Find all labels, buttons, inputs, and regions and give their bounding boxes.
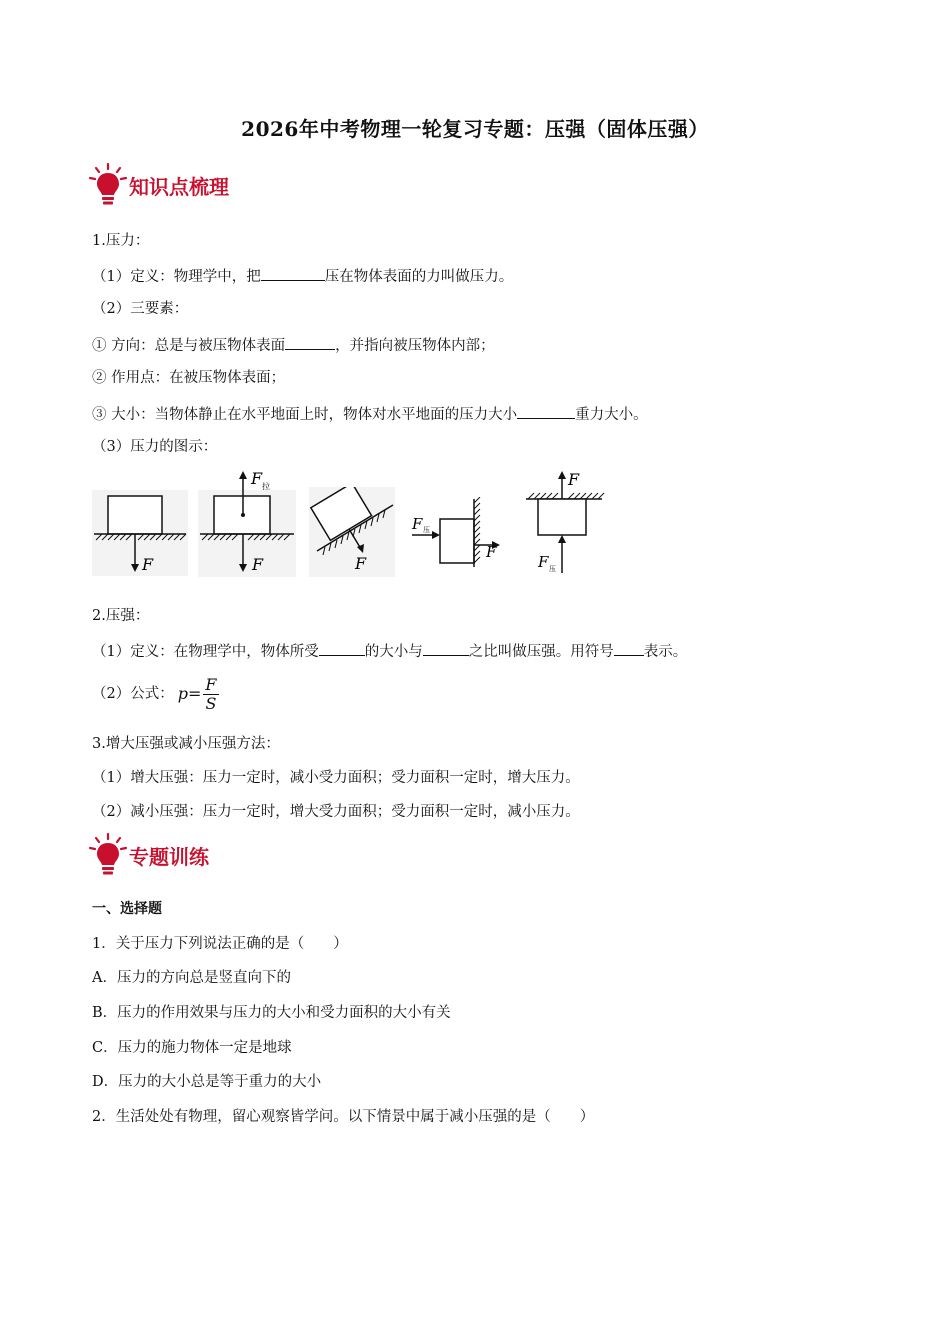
formula-line: （2）公式： p= $\frac{F}{S}$	[92, 674, 217, 713]
question-2: 2．生活处处有物理，留心观察皆学问。以下情景中属于减小压强的是（ ）	[92, 1109, 595, 1125]
question-1: 1．关于压力下列说法正确的是（ ）	[92, 936, 348, 952]
pressure-definition: （1）定义：物理学中，把 压在物体表面的力叫做压力。	[92, 265, 513, 287]
choice-questions-heading: 一、选择题	[92, 901, 162, 917]
fill-blank[interactable]	[319, 640, 365, 656]
question-1-option-c[interactable]: C．压力的施力物体一定是地球	[92, 1040, 292, 1056]
section-heading-practice	[88, 832, 209, 878]
force-label: F	[568, 470, 580, 489]
question-1-option-d[interactable]: D．压力的大小总是等于重力的大小	[92, 1074, 322, 1090]
force-label: F	[252, 555, 264, 574]
page-title: 2026年中考物理一轮复习专题：压强（固体压强）	[241, 117, 709, 141]
lightbulb-icon	[88, 832, 128, 878]
point-1-heading: 1.压力：	[92, 233, 150, 249]
fill-blank[interactable]	[285, 334, 335, 350]
force-label: F	[412, 515, 423, 533]
force-subscript: 压	[423, 526, 430, 534]
force-subscript: 拉	[262, 482, 270, 491]
force-label: F	[538, 553, 549, 571]
fill-blank[interactable]	[517, 403, 575, 419]
lightbulb-icon	[88, 162, 128, 208]
section-label: 专题训练	[129, 844, 209, 869]
figure-block-against-ceiling	[522, 465, 606, 577]
decrease-pressure-method: （2）减小压强：压力一定时，增大受力面积；受力面积一定时，减小压力。	[92, 804, 580, 820]
point-3-heading: 3.增大压强或减小压强方法：	[92, 736, 280, 752]
force-label: F	[355, 554, 367, 573]
force-label: F	[251, 469, 263, 488]
force-label: F	[486, 543, 497, 561]
question-1-option-b[interactable]: B．压力的作用效果与压力的大小和受力面积的大小有关	[92, 1005, 451, 1021]
fill-blank[interactable]	[423, 640, 469, 656]
direction-line: ① 方向：总是与被压物体表面 ，并指向被压物体内部；	[92, 334, 495, 356]
figure-block-on-ground	[92, 490, 188, 576]
section-heading-knowledge	[88, 162, 229, 208]
force-label: F	[142, 555, 154, 574]
diagram-heading: （3）压力的图示：	[92, 439, 218, 455]
pressure-stress-definition: （1）定义：在物理学中，物体所受 的大小与 之比叫做压强。用符号 表示。	[92, 640, 687, 662]
point-2-heading: 2.压强：	[92, 608, 150, 624]
magnitude-line: ③ 大小：当物体静止在水平地面上时，物体对水平地面的压力大小 重力大小。	[92, 403, 648, 425]
question-1-option-a[interactable]: A．压力的方向总是竖直向下的	[92, 970, 291, 986]
pressure-formula: p= $\frac{F}{S}$	[177, 674, 217, 713]
section-label: 知识点梳理	[129, 174, 229, 199]
application-point-line: ② 作用点：在被压物体表面；	[92, 370, 286, 386]
fill-blank[interactable]	[261, 265, 325, 281]
increase-pressure-method: （1）增大压强：压力一定时，减小受力面积；受力面积一定时，增大压力。	[92, 770, 580, 786]
force-subscript: 压	[549, 565, 556, 573]
figure-block-on-incline	[309, 487, 395, 577]
figure-block-pulled-up	[198, 467, 296, 577]
figure-block-against-wall	[410, 497, 510, 567]
three-elements-heading: （2）三要素：	[92, 301, 189, 317]
fill-blank[interactable]	[614, 640, 644, 656]
